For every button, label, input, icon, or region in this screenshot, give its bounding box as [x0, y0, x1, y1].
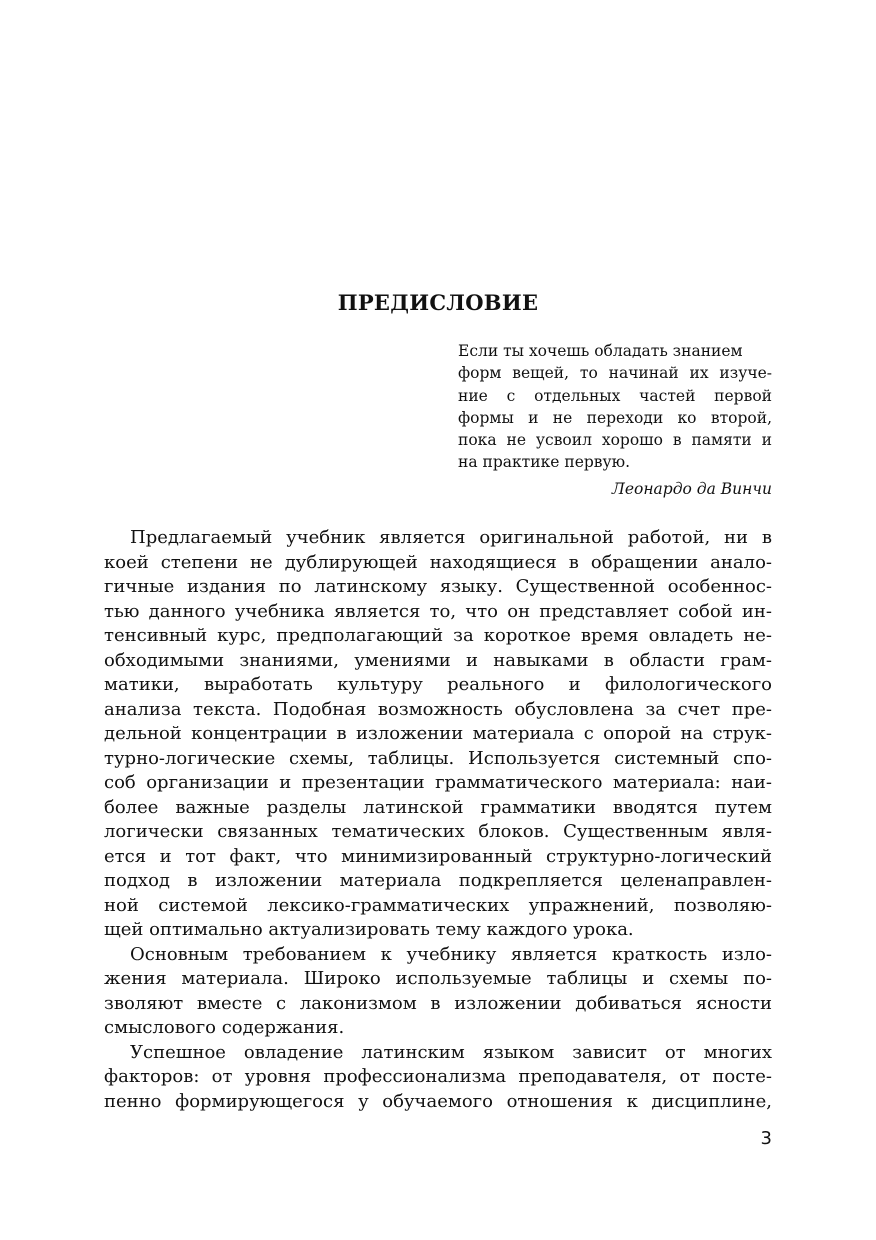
- paragraph: [104, 1041, 772, 1115]
- epigraph-line: пока не усвоил хорошо в памяти и: [458, 431, 772, 450]
- epigraph-line: Если ты хочешь обладать знанием: [458, 342, 743, 360]
- epigraph-line: форм вещей, то начинай их изуче-: [458, 364, 772, 383]
- text-line: обходимыми знаниями, умениями и навыками в области грам-: [104, 649, 772, 671]
- text-line: гичные издания по латинскому языку. Существенной особеннос-: [104, 576, 772, 597]
- text-line: турно-логические схемы, таблицы. Используется системный спо-: [104, 747, 772, 769]
- paragraph: [104, 526, 772, 943]
- text-line: факторов: от уровня профессионализма преподавателя, от посте-: [104, 1066, 772, 1087]
- text-line: логически связанных тематических блоков. Существенным явля-: [104, 821, 772, 842]
- text-line: зволяют вместе с лаконизмом в изложении добиваться ясности: [104, 992, 772, 1014]
- text-line: жения материала. Широко используемые таблицы и схемы по-: [104, 968, 772, 989]
- text-line: тенсивный курс, предполагающий за короткое время овладеть не-: [104, 625, 772, 646]
- text-line: щей оптимально актуализировать тему каждого урока.: [104, 919, 634, 940]
- text-line: Основным требованием к учебнику является краткость изло-: [130, 943, 772, 965]
- text-line: ной системой лексико-грамматических упражнений, позволяю-: [104, 894, 772, 916]
- text-line: соб организации и презентации грамматического материала: наи-: [104, 772, 772, 793]
- text-line: пенно формирующегося у обучаемого отношения к дисциплине,: [104, 1090, 772, 1112]
- epigraph-author: Леонардо да Винчи: [611, 479, 772, 498]
- text-line: матики, выработать культуру реального и филологического: [104, 674, 772, 695]
- text-line: дельной концентрации в изложении материала с опорой на струк-: [104, 723, 772, 744]
- text-line: смыслового содержания.: [104, 1017, 345, 1038]
- body-text: [104, 526, 772, 1114]
- epigraph: [458, 340, 772, 500]
- epigraph-line: формы и не переходи ко второй,: [458, 408, 772, 427]
- page-title: ПРЕДИСЛОВИЕ: [337, 290, 539, 315]
- text-line: более важные разделы латинской грамматики вводятся путем: [104, 796, 772, 818]
- epigraph-line: на практике первую.: [458, 453, 631, 472]
- paragraph: [104, 943, 772, 1041]
- text-line: коей степени не дублирующей находящиеся в обращении анало-: [104, 551, 772, 573]
- text-line: ется и тот факт, что минимизированный структурно-логический: [104, 845, 772, 867]
- text-line: тью данного учебника является то, что он представляет собой ин-: [104, 600, 772, 622]
- text-line: подход в изложении материала подкрепляется целенаправлен-: [104, 870, 772, 891]
- epigraph-line: ние с отдельных частей первой: [458, 386, 772, 405]
- text-line: Предлагаемый учебник является оригинальной работой, ни в: [130, 527, 772, 548]
- text-line: Успешное овладение латинским языком зависит от многих: [130, 1041, 772, 1063]
- text-line: анализа текста. Подобная возможность обусловлена за счет пре-: [104, 698, 772, 720]
- page-number: 3: [760, 1128, 772, 1149]
